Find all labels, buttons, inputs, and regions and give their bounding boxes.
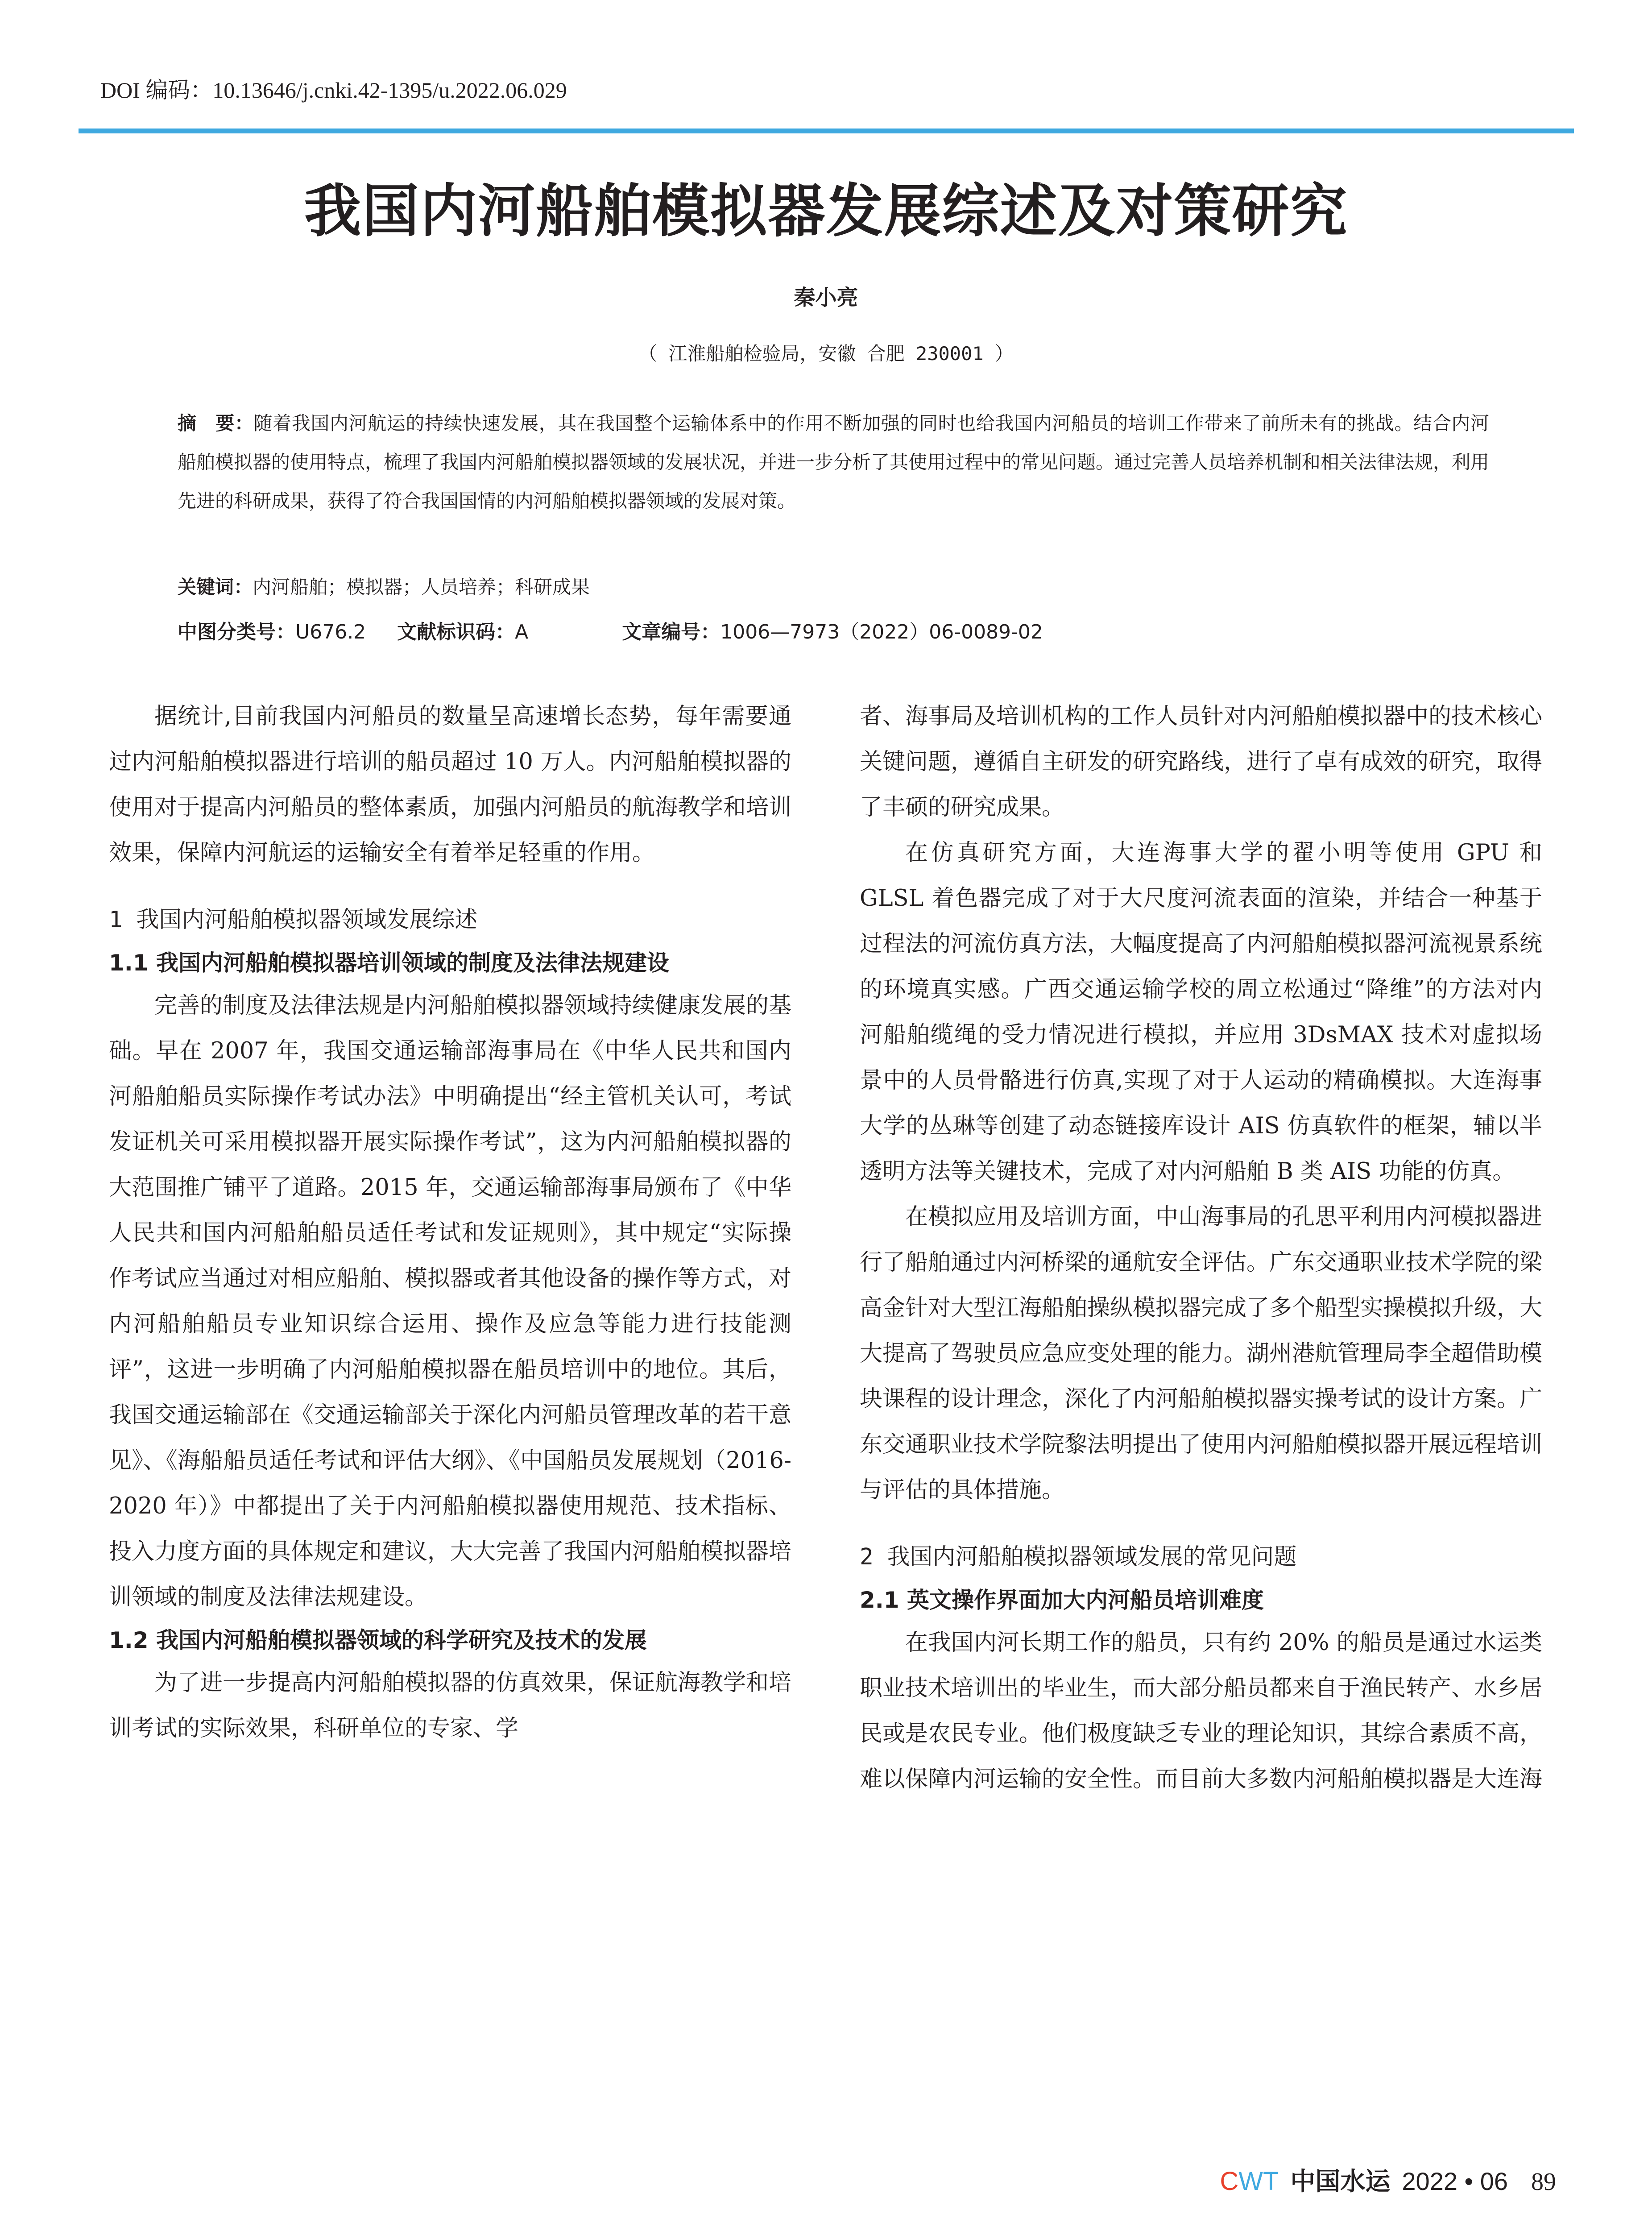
page-number: 89 bbox=[1531, 2168, 1556, 2196]
article-no-value: 1006—7973（2022）06-0089-02 bbox=[720, 621, 1043, 643]
abstract-text: 随着我国内河航运的持续快速发展，其在我国整个运输体系中的作用不断加强的同时也给我国内河船员的培训工作带来了前所未有的挑战。结合内河船舶模拟器的使用特点，梳理了我国内河船舶模拟器领域的发展状况，并进一步分析了其使用过程中的常见问题。通过完善人员培养机制和相关法律法规，利用先进的科研成果，获得了符合我国国情的内河船舶模拟器领域的发展对策。 bbox=[178, 412, 1490, 512]
subsection-heading-1-1: 1.1 我国内河船舶模拟器培训领域的制度及法律法规建设 bbox=[109, 950, 669, 976]
affiliation: （ 江淮船舶检验局，安徽 合肥 230001 ） bbox=[638, 343, 1014, 365]
article-no-label: 文章编号： bbox=[622, 621, 720, 643]
keywords-text: 内河船舶；模拟器；人员培养；科研成果 bbox=[253, 576, 590, 598]
section-heading-2: 2 我国内河船舶模拟器领域发展的常见问题 bbox=[860, 1544, 1297, 1570]
body-column-left bbox=[109, 694, 791, 1751]
author-name: 秦小亮 bbox=[794, 285, 858, 310]
classification-line bbox=[178, 616, 1043, 644]
doc-code-value: A bbox=[515, 621, 529, 643]
doi-line: DOI 编码：10.13646/j.cnki.42-1395/u.2022.06.029 bbox=[100, 78, 567, 103]
paragraph-1-1: 完善的制度及法律法规是内河船舶模拟器领域持续健康发展的基础。早在 2007 年，我国交通运输部海事局在《中华人民共和国内河船舶船员实际操作考试办法》中明确提出“经主管机关认可，考试发证机关可采用模拟器开展实际操作考试”，这为内河船舶模拟器的大范围推广铺平了道路。2015 年，交通运输部海事局颁布了《中华人民共和国内河船舶船员适任考试和发证规则》，其中规定“实际操作考试应当通过对相应船舶、模拟器或者其他设备的操作等方式，对内河船舶船员专业知识综合运用、操作及应急等能力进行技能测评”，这进一步明确了内河船舶模拟器在船员培训中的地位。其后，我国交通运输部在《交通运输部关于深化内河船员管理改革的若干意见》、《海船船员适任考试和评估大纲》、《中国船员发展规划（2016-2020 年）》中都提出了关于内河船舶模拟器使用规范、技术指标、投入力度方面的具体规定和建议，大大完善了我国内河船舶模拟器培训领域的制度及法律法规建设。 bbox=[109, 992, 792, 1610]
clc-label: 中图分类号： bbox=[178, 621, 295, 643]
keywords bbox=[178, 572, 590, 599]
article-title: 我国内河船舶模拟器发展综述及对策研究 bbox=[304, 178, 1348, 245]
keywords-label: 关键词： bbox=[178, 576, 253, 598]
section-heading-1: 1 我国内河船舶模拟器领域发展综述 bbox=[109, 907, 478, 933]
magazine-name: 中国水运 bbox=[1290, 2167, 1391, 2196]
abstract bbox=[178, 404, 1489, 520]
abstract-label: 摘 要： bbox=[178, 412, 254, 434]
paragraph-simulation: 在仿真研究方面，大连海事大学的翟小明等使用 GPU 和 GLSL 着色器完成了对于大尺度河流表面的渲染，并结合一种基于过程法的河流仿真方法，大幅度提高了内河船舶模拟器河流视景系统的环境真实感。广西交通运输学校的周立松通过“降维”的方法对内河船舶缆绳的受力情况进行模拟，并应用 3DsMAX 技术对虚拟场景中的人员骨骼进行仿真,实现了对于人运动的精确模拟。大连海事大学的丛琳等创建了动态链接库设计 AIS 仿真软件的框架，辅以半透明方法等关键技术，完成了对内河船舶 B 类 AIS 功能的仿真。 bbox=[860, 840, 1543, 1185]
header-rule bbox=[79, 129, 1574, 133]
issue-number: 2022 • 06 bbox=[1402, 2167, 1508, 2195]
clc-value: U676.2 bbox=[295, 621, 366, 643]
logo-letters-wt: WT bbox=[1238, 2167, 1279, 2196]
paragraph-2-1: 在我国内河长期工作的船员，只有约 20% 的船员是通过水运类职业技术培训出的毕业生，而大部分船员都来自于渔民转产、水乡居民或是农民专业。他们极度缺乏专业的理论知识，其综合素质不高，难以保障内河运输的安全性。而目前大多数内河船舶模拟器是大连海 bbox=[860, 1630, 1543, 1792]
paragraph-continued: 者、海事局及培训机构的工作人员针对内河船舶模拟器中的技术核心关键问题，遵循自主研发的研究路线，进行了卓有成效的研究，取得了丰硕的研究成果。 bbox=[860, 703, 1543, 821]
subsection-heading-1-2: 1.2 我国内河船舶模拟器领域的科学研究及技术的发展 bbox=[109, 1627, 647, 1653]
subsection-heading-2-1: 2.1 英文操作界面加大内河船员培训难度 bbox=[860, 1587, 1264, 1613]
page-footer bbox=[1220, 2162, 1556, 2198]
journal-logo bbox=[1220, 2166, 1279, 2196]
paragraph-application: 在模拟应用及培训方面，中山海事局的孔思平利用内河模拟器进行了船舶通过内河桥梁的通航安全评估。广东交通职业技术学院的梁高金针对大型江海船舶操纵模拟器完成了多个船型实操模拟升级，大大提高了驾驶员应急应变处理的能力。湖州港航管理局李全超借助模块课程的设计理念，深化了内河船舶模拟器实操考试的设计方案。广东交通职业技术学院黎法明提出了使用内河船舶模拟器开展远程培训与评估的具体措施。 bbox=[860, 1204, 1543, 1503]
body-column-right bbox=[860, 694, 1542, 1802]
paragraph-1-2: 为了进一步提高内河船舶模拟器的仿真效果，保证航海教学和培训考试的实际效果，科研单位的专家、学 bbox=[109, 1670, 792, 1742]
logo-letter-c: C bbox=[1220, 2167, 1239, 2196]
doc-code-label: 文献标识码： bbox=[397, 621, 515, 643]
paragraph-intro: 据统计,目前我国内河船员的数量呈高速增长态势，每年需要通过内河船舶模拟器进行培训的船员超过 10 万人。内河船舶模拟器的使用对于提高内河船员的整体素质，加强内河船员的航海教学和培训效果，保障内河航运的运输安全有着举足轻重的作用。 bbox=[109, 703, 792, 866]
